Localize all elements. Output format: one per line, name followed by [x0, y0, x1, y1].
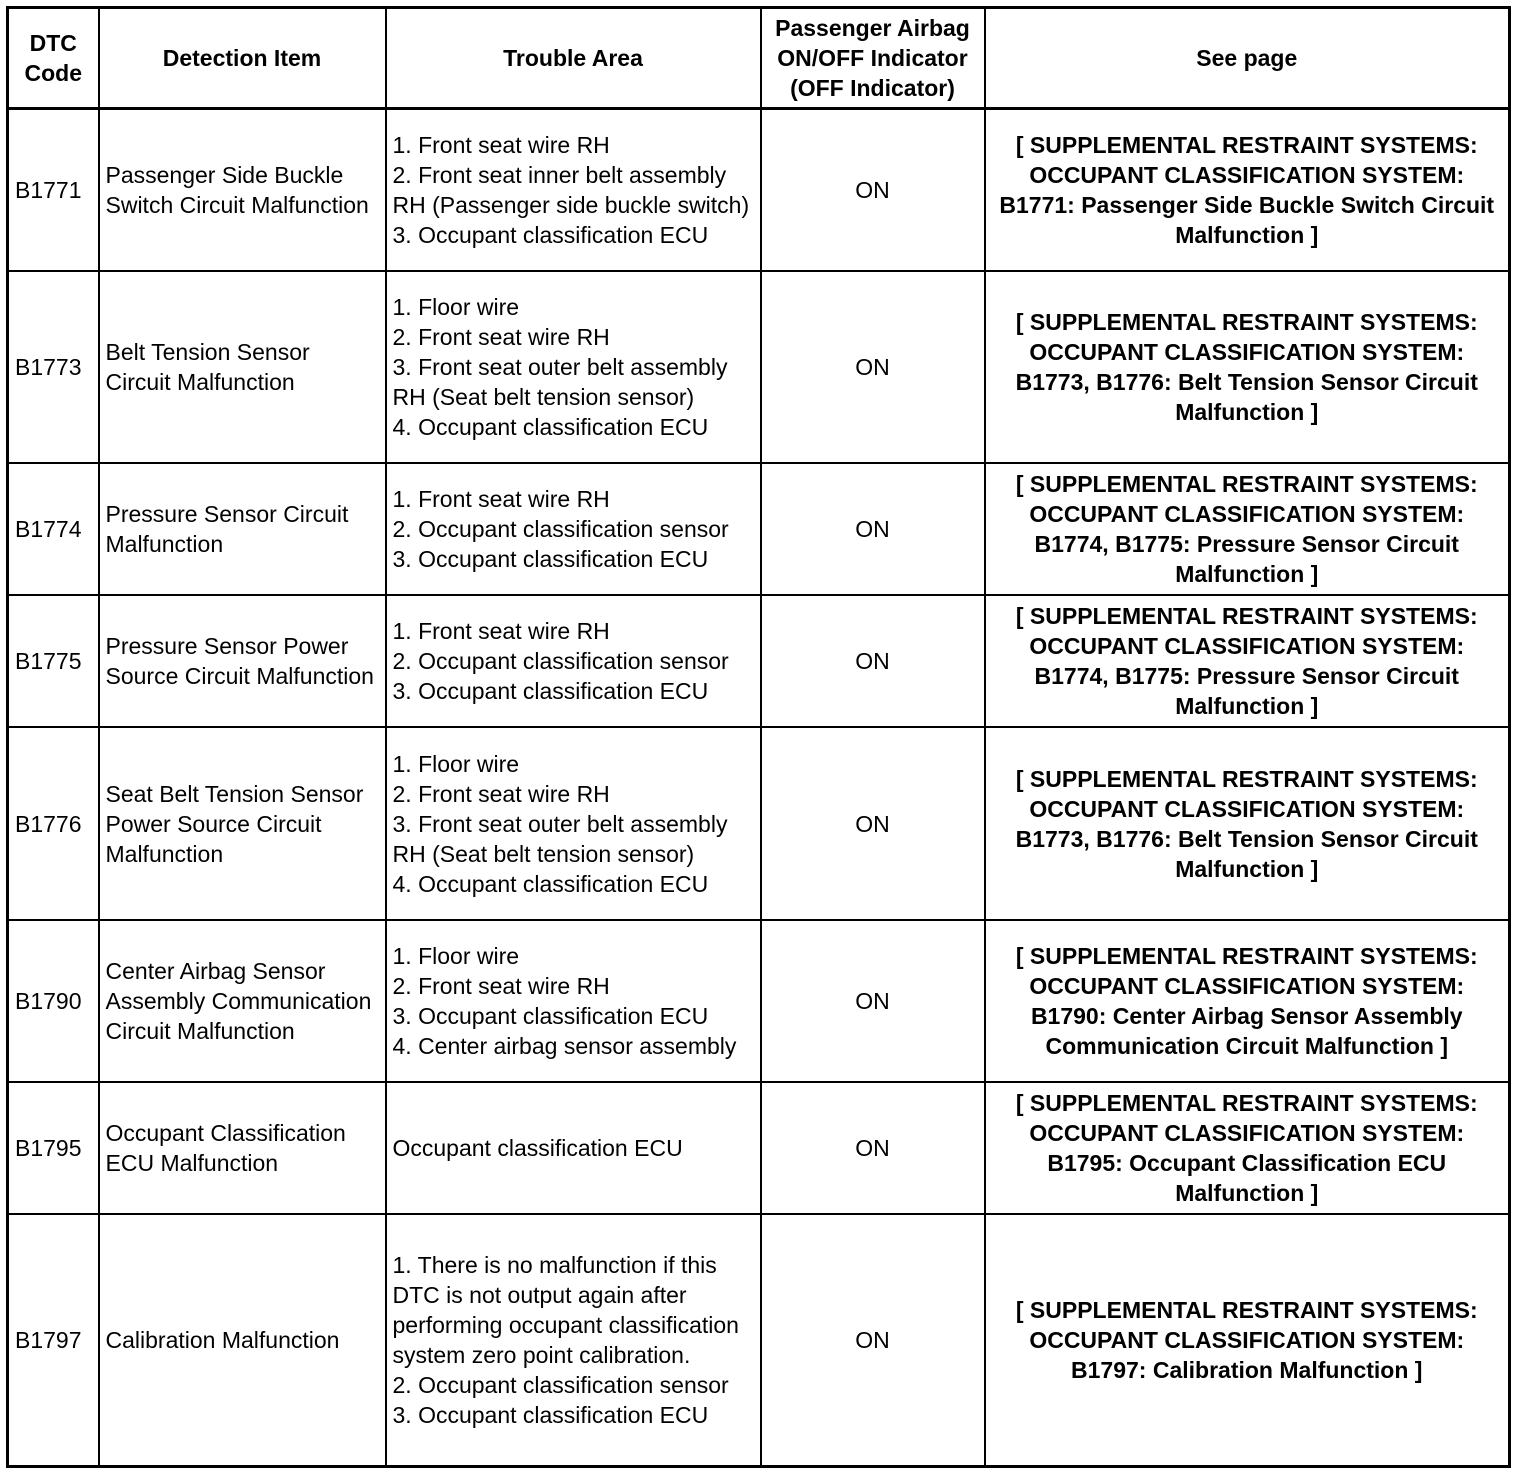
- header-dtc-code: DTC Code: [8, 8, 99, 109]
- table-row: [8, 1082, 1510, 1214]
- detection-item-cell: Pressure Sensor Circuit Malfunction: [99, 463, 386, 595]
- trouble-area-item: 2. Front seat wire RH: [392, 780, 610, 807]
- dtc-code-cell: B1795: [8, 1082, 99, 1214]
- indicator-cell: ON: [761, 1214, 985, 1466]
- trouble-area-item: 2. Front seat wire RH: [392, 323, 610, 350]
- header-trouble-area: Trouble Area: [386, 8, 761, 109]
- indicator-cell: ON: [761, 920, 985, 1082]
- trouble-area-item: 1. There is no malfunction if this DTC is not output again after performing occupant classification system zero point calibration.: [392, 1252, 739, 1369]
- table-body: [8, 109, 1510, 1467]
- trouble-area-cell: [386, 727, 761, 919]
- header-detection-item: Detection Item: [99, 8, 386, 109]
- dtc-code-cell: B1790: [8, 920, 99, 1082]
- table-row: [8, 920, 1510, 1082]
- trouble-area-cell: [386, 1082, 761, 1214]
- indicator-cell: ON: [761, 463, 985, 595]
- indicator-cell: ON: [761, 271, 985, 463]
- trouble-area-item: 2. Occupant classification sensor: [392, 516, 729, 543]
- table-row: [8, 271, 1510, 463]
- trouble-area-item: Occupant classification ECU: [392, 1135, 683, 1161]
- table-row: [8, 1214, 1510, 1466]
- see-page-link[interactable]: [ SUPPLEMENTAL RESTRAINT SYSTEMS: OCCUPANT CLASSIFICATION SYSTEM: B1774, B1775: Pressure Sensor Circuit Malfunction ]: [985, 595, 1510, 727]
- see-page-link[interactable]: [ SUPPLEMENTAL RESTRAINT SYSTEMS: OCCUPANT CLASSIFICATION SYSTEM: B1774, B1775: Pressure Sensor Circuit Malfunction ]: [985, 463, 1510, 595]
- see-page-link[interactable]: [ SUPPLEMENTAL RESTRAINT SYSTEMS: OCCUPANT CLASSIFICATION SYSTEM: B1773, B1776: Belt Tension Sensor Circuit Malfunction ]: [985, 271, 1510, 463]
- trouble-area-item: 2. Occupant classification sensor: [392, 1372, 729, 1399]
- see-page-link[interactable]: [ SUPPLEMENTAL RESTRAINT SYSTEMS: OCCUPANT CLASSIFICATION SYSTEM: B1771: Passenger Side Buckle Switch Circuit Malfunction ]: [985, 109, 1510, 271]
- detection-item-cell: Seat Belt Tension Sensor Power Source Circuit Malfunction: [99, 727, 386, 919]
- dtc-table: [6, 6, 1511, 1468]
- indicator-cell: ON: [761, 1082, 985, 1214]
- trouble-area-item: 3. Occupant classification ECU: [392, 1402, 709, 1429]
- trouble-area-cell: [386, 920, 761, 1082]
- table-row: [8, 727, 1510, 919]
- trouble-area-cell: [386, 1214, 761, 1466]
- see-page-link[interactable]: [ SUPPLEMENTAL RESTRAINT SYSTEMS: OCCUPANT CLASSIFICATION SYSTEM: B1773, B1776: Belt Tension Sensor Circuit Malfunction ]: [985, 727, 1510, 919]
- trouble-area-item: 1. Floor wire: [392, 293, 520, 320]
- detection-item-cell: Passenger Side Buckle Switch Circuit Malfunction: [99, 109, 386, 271]
- trouble-area-cell: [386, 271, 761, 463]
- header-row: [8, 8, 1510, 109]
- dtc-code-cell: B1773: [8, 271, 99, 463]
- trouble-area-item: 1. Front seat wire RH: [392, 486, 610, 513]
- header-see-page: See page: [985, 8, 1510, 109]
- dtc-code-cell: B1771: [8, 109, 99, 271]
- trouble-area-cell: [386, 109, 761, 271]
- table-row: [8, 463, 1510, 595]
- trouble-area-item: 1. Floor wire: [392, 942, 520, 969]
- header-indicator: Passenger Airbag ON/OFF Indicator (OFF Indicator): [761, 8, 985, 109]
- trouble-area-cell: [386, 463, 761, 595]
- trouble-area-item: 2. Occupant classification sensor: [392, 648, 729, 675]
- trouble-area-item: 1. Floor wire: [392, 750, 520, 777]
- indicator-cell: ON: [761, 109, 985, 271]
- trouble-area-item: 4. Occupant classification ECU: [392, 413, 709, 440]
- trouble-area-item: 4. Occupant classification ECU: [392, 870, 709, 897]
- trouble-area-item: 3. Front seat outer belt assembly RH (Seat belt tension sensor): [392, 353, 728, 410]
- trouble-area-item: 2. Front seat wire RH: [392, 972, 610, 999]
- trouble-area-item: 1. Front seat wire RH: [392, 618, 610, 645]
- trouble-area-item: 3. Occupant classification ECU: [392, 1002, 709, 1029]
- trouble-area-item: 3. Front seat outer belt assembly RH (Seat belt tension sensor): [392, 810, 728, 867]
- dtc-code-cell: B1797: [8, 1214, 99, 1466]
- trouble-area-item: 2. Front seat inner belt assembly RH (Passenger side buckle switch): [392, 161, 750, 218]
- indicator-cell: ON: [761, 727, 985, 919]
- trouble-area-item: 3. Occupant classification ECU: [392, 678, 709, 705]
- detection-item-cell: Occupant Classification ECU Malfunction: [99, 1082, 386, 1214]
- see-page-link[interactable]: [ SUPPLEMENTAL RESTRAINT SYSTEMS: OCCUPANT CLASSIFICATION SYSTEM: B1790: Center Airbag Sensor Assembly Communication Circuit Malfunction ]: [985, 920, 1510, 1082]
- trouble-area-item: 3. Occupant classification ECU: [392, 546, 709, 573]
- detection-item-cell: Pressure Sensor Power Source Circuit Malfunction: [99, 595, 386, 727]
- see-page-link[interactable]: [ SUPPLEMENTAL RESTRAINT SYSTEMS: OCCUPANT CLASSIFICATION SYSTEM: B1795: Occupant Classification ECU Malfunction ]: [985, 1082, 1510, 1214]
- indicator-cell: ON: [761, 595, 985, 727]
- detection-item-cell: Calibration Malfunction: [99, 1214, 386, 1466]
- table-row: [8, 109, 1510, 271]
- see-page-link[interactable]: [ SUPPLEMENTAL RESTRAINT SYSTEMS: OCCUPANT CLASSIFICATION SYSTEM: B1797: Calibration Malfunction ]: [985, 1214, 1510, 1466]
- trouble-area-cell: [386, 595, 761, 727]
- dtc-code-cell: B1774: [8, 463, 99, 595]
- table-row: [8, 595, 1510, 727]
- trouble-area-item: 3. Occupant classification ECU: [392, 221, 709, 248]
- trouble-area-item: 1. Front seat wire RH: [392, 131, 610, 158]
- trouble-area-item: 4. Center airbag sensor assembly: [392, 1032, 737, 1059]
- dtc-code-cell: B1775: [8, 595, 99, 727]
- detection-item-cell: Center Airbag Sensor Assembly Communication Circuit Malfunction: [99, 920, 386, 1082]
- detection-item-cell: Belt Tension Sensor Circuit Malfunction: [99, 271, 386, 463]
- dtc-code-cell: B1776: [8, 727, 99, 919]
